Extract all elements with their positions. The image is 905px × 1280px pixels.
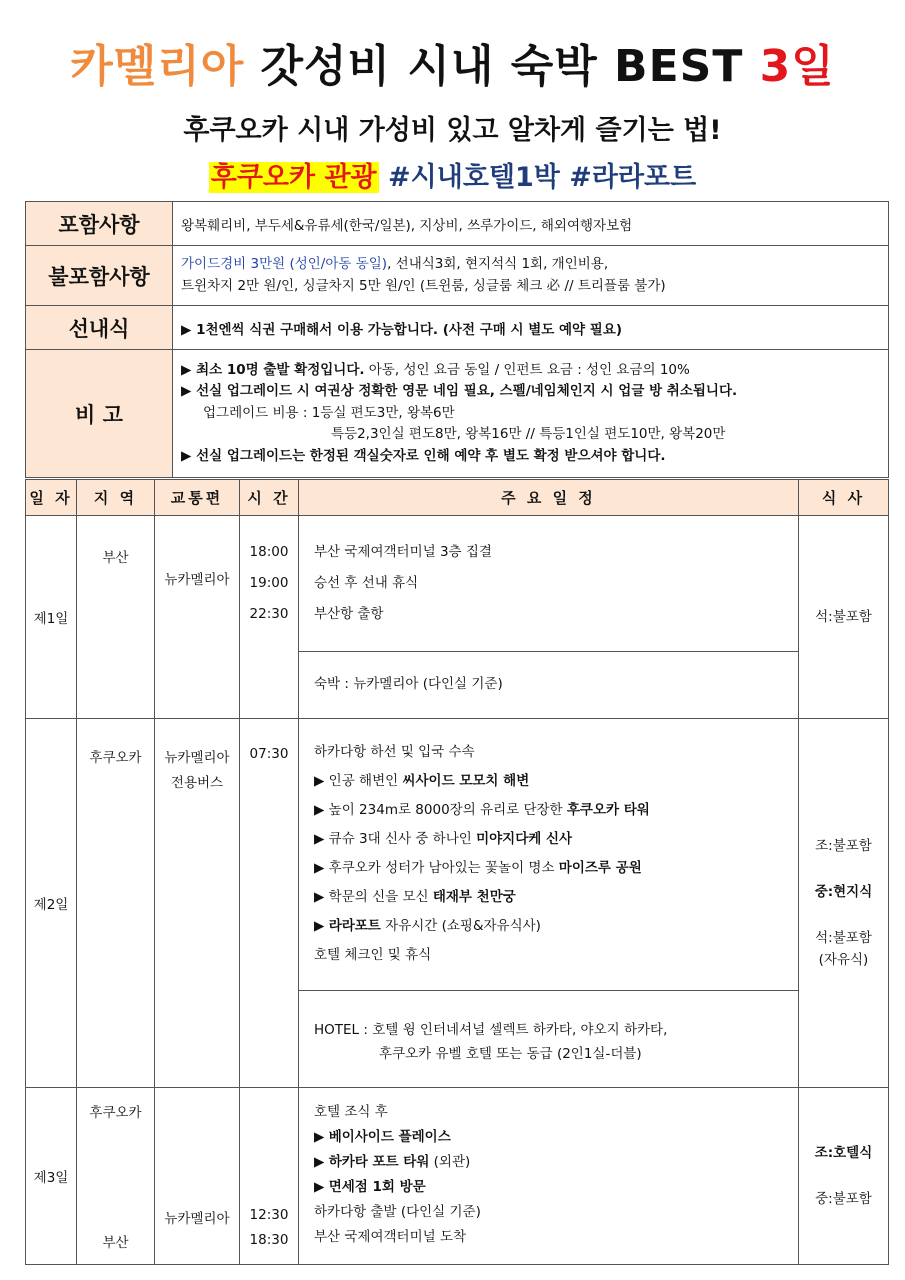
day3-region: 후쿠오카 부산 [77, 1088, 155, 1265]
excluded-label: 불포함사항 [26, 246, 173, 306]
header-meal: 식 사 [799, 480, 889, 516]
excluded-text: 가이드경비 3만원 (성인/아동 동일), 선내식3회, 현지석식 1회, 개인비용, 트윈차지 2만 원/인, 싱글차지 5만 원/인 (트윈룸, 싱글룸 체크 必 // 트리플룸 불가) [173, 246, 889, 306]
day2-region: 후쿠오카 [77, 719, 155, 1088]
day2-row [26, 719, 889, 1088]
day3-meal: 조:호텔식 중:불포함 [799, 1088, 889, 1265]
day3-times: 12:30 18:30 [240, 1088, 299, 1265]
day2-itinerary: 하카다항 하선 및 입국 수속 ▶ 인공 해변인 씨사이드 모모치 해변 ▶ 높이 234m로 8000장의 유리로 단장한 후쿠오카 타워 ▶ 큐슈 3대 신사 중 하나인 미야지다케 신사 ▶ 후쿠오카 성터가 남아있는 꽃놀이 명소 마이즈루 공원 ▶ 학문의 신을 모신 태재부 천만궁 ▶ 라라포트 자유시간 (쇼핑&자유식사) 호텔 체크인 및 휴식 HOTEL : 호텔 윙 인터네셔널 셀렉트 하카타, 야오지 하카타, 후쿠오카 유벨 호텔 또는 동급 (2인1실-더블) [299, 719, 799, 1088]
header-region: 지 역 [77, 480, 155, 516]
header-transport: 교통편 [155, 480, 240, 516]
day2-meal: 조:불포함 중:현지식 석:불포함 (자유식) [799, 719, 889, 1088]
day2-transport: 뉴카멜리아 전용버스 [155, 719, 240, 1088]
header-day: 일 자 [26, 480, 77, 516]
meal-label: 선내식 [26, 306, 173, 350]
day3-itinerary: 호텔 조식 후 ▶ 베이사이드 플레이스 ▶ 하카타 포트 타워 (외관) ▶ 면세점 1회 방문 하카다항 출발 (다인실 기준) 부산 국제여객터미널 도착 [299, 1088, 799, 1265]
day1-transport: 뉴카멜리아 [155, 516, 240, 719]
meal-text: ▶ 1천엔씩 식권 구매해서 이용 가능합니다. (사전 구매 시 별도 예약 필요) [173, 306, 889, 350]
header-time: 시 간 [240, 480, 299, 516]
hashtags: 후쿠오카 관광 #시내호텔1박 #라라포트 [210, 162, 697, 193]
included-label: 포함사항 [26, 202, 173, 246]
included-text: 왕복훼리비, 부두세&유류세(한국/일본), 지상비, 쓰루가이드, 해외여행자보험 [173, 202, 889, 246]
day1-stay: 숙박 : 뉴카멜리아 (다인실 기준) [299, 651, 798, 718]
day1-region: 부산 [77, 516, 155, 719]
header-itinerary: 주 요 일 정 [299, 480, 799, 516]
day2-label: 제2일 [26, 719, 77, 1088]
day3-row [26, 1088, 889, 1265]
day2-hotel: HOTEL : 호텔 윙 인터네셔널 셀렉트 하카타, 야오지 하카타, 후쿠오카 유벨 호텔 또는 동급 (2인1실-더블) [299, 990, 798, 1087]
note-label: 비 고 [26, 350, 173, 478]
subtitle: 후쿠오카 시내 가성비 있고 알차게 즐기는 법! [183, 115, 722, 146]
page-title: 카멜리아 갓성비 시내 숙박 BEST 3일 [70, 41, 835, 92]
day1-itinerary: 부산 국제여객터미널 3층 집결 승선 후 선내 휴식 부산항 출항 숙박 : 뉴카멜리아 (다인실 기준) [299, 516, 799, 719]
day1-meal: 석:불포함 [799, 516, 889, 719]
note-text: ▶ 최소 10명 출발 확정입니다. 아동, 성인 요금 동일 / 인펀트 요금 : 성인 요금의 10% ▶ 선실 업그레이드 시 여권상 정확한 영문 네임 필요, 스펠/네임체인지 시 업글 방 취소됩니다. 업그레이드 비용 : 1등실 편도3만, 왕복6만 특등2,3인실 편도8만, 왕복16만 // 특등1인실 편도10만, 왕복20만 ▶ 선실 업그레이드는 한정된 객실숫자로 인해 예약 후 별도 확정 받으셔야 합니다. [173, 350, 889, 478]
day3-label: 제3일 [26, 1088, 77, 1265]
schedule-table [25, 479, 889, 1265]
day1-label: 제1일 [26, 516, 77, 719]
day1-row [26, 516, 889, 719]
day3-transport: 뉴카멜리아 [155, 1088, 240, 1265]
day2-time: 07:30 [240, 719, 299, 1088]
day1-times: 18:00 19:00 22:30 [240, 516, 299, 719]
info-table [25, 201, 889, 478]
